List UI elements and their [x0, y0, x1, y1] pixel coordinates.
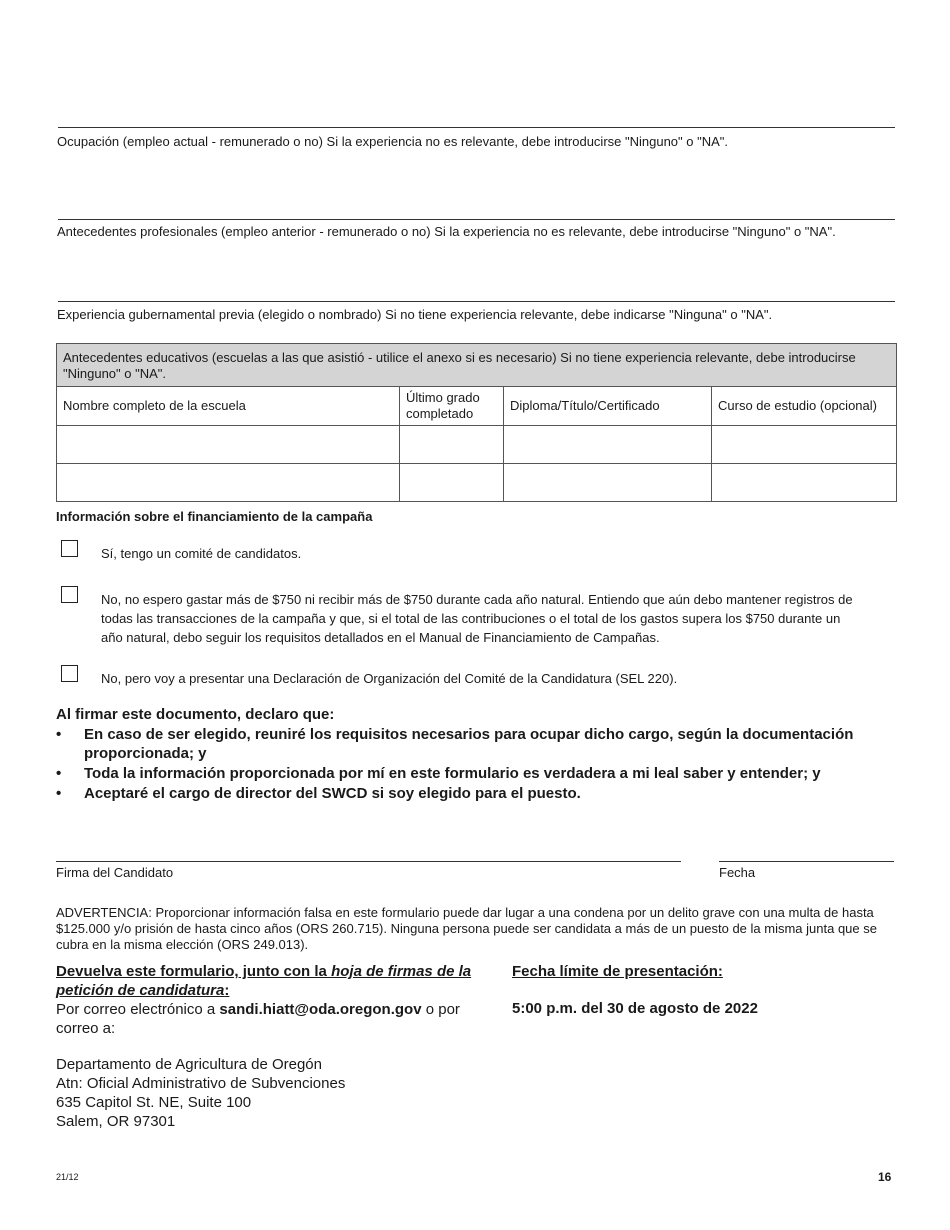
warning-text: ADVERTENCIA: Proporcionar información falsa en este formulario puede dar lugar a una condena por un delito grave con una multa de hasta $125.000 y/o prisión de hasta cinco años (ORS 260.715). Ninguna persona puede ser candidata a más de un puesto de la misma junta que se cubra en la misma elección (ORS 249.013).	[56, 905, 877, 952]
cell-school[interactable]	[57, 464, 400, 502]
government-label: Experiencia gubernamental previa (elegido o nombrado) Si no tiene experiencia relevante, debe indicarse "Ninguna" o "NA".	[57, 307, 773, 322]
form-code: 21/12	[56, 1172, 79, 1182]
cell-grade[interactable]	[400, 426, 504, 464]
bullet-icon: •	[56, 765, 62, 782]
cell-diploma[interactable]	[504, 464, 712, 502]
list-item: • En caso de ser elegido, reuniré los requisitos necesarios para ocupar dicho cargo, según la documentación proporcionada; y	[56, 726, 854, 762]
occupation-line[interactable]	[58, 127, 895, 128]
cell-course[interactable]	[712, 464, 897, 502]
date-line[interactable]	[719, 861, 894, 862]
table-row	[57, 464, 897, 502]
signature-line[interactable]	[56, 861, 681, 862]
col-diploma: Diploma/Título/Certificado	[504, 387, 712, 426]
option-committee: Sí, tengo un comité de candidatos.	[101, 546, 302, 561]
cell-diploma[interactable]	[504, 426, 712, 464]
bullet-icon: •	[56, 726, 62, 743]
declaration-title: Al firmar este documento, declaro que:	[56, 706, 335, 723]
checkbox-committee[interactable]	[61, 540, 78, 557]
checkbox-under-750[interactable]	[61, 586, 78, 603]
table-row	[57, 426, 897, 464]
return-email-line: Por correo electrónico a sandi.hiatt@oda.oregon.gov o por correo a:	[56, 1001, 460, 1037]
occupation-label: Ocupación (empleo actual - remunerado o no) Si la experiencia no es relevante, debe introducirse "Ninguno" o "NA".	[57, 134, 728, 149]
deadline-title: Fecha límite de presentación:	[512, 963, 723, 980]
page-number: 16	[878, 1170, 892, 1184]
col-school-name: Nombre completo de la escuela	[57, 387, 400, 426]
list-item: • Aceptaré el cargo de director del SWCD si soy elegido para el puesto.	[56, 785, 581, 802]
signature-label: Firma del Candidato	[56, 865, 174, 880]
professional-line[interactable]	[58, 219, 895, 220]
cell-grade[interactable]	[400, 464, 504, 502]
col-course: Curso de estudio (opcional)	[712, 387, 897, 426]
professional-label: Antecedentes profesionales (empleo anterior - remunerado o no) Si la experiencia no es relevante, debe introducirse "Ninguno" o "NA".	[57, 224, 836, 239]
col-last-grade: Último grado completado	[400, 387, 504, 426]
finance-title: Información sobre el financiamiento de la campaña	[56, 509, 373, 524]
cell-school[interactable]	[57, 426, 400, 464]
deadline-value: 5:00 p.m. del 30 de agosto de 2022	[512, 1000, 758, 1017]
education-table	[56, 343, 897, 502]
option-sel220: No, pero voy a presentar una Declaración de Organización del Comité de la Candidatura (SEL 220).	[101, 671, 678, 686]
list-item: • Toda la información proporcionada por mí en este formulario es verdadera a mi leal saber y entender; y	[56, 765, 821, 782]
declaration-list	[56, 725, 896, 804]
government-line[interactable]	[58, 301, 895, 302]
date-label: Fecha	[719, 865, 756, 880]
return-title: Devuelva este formulario, junto con la hoja de firmas de la petición de candidatura:	[56, 963, 472, 999]
checkbox-sel220[interactable]	[61, 665, 78, 682]
education-header: Antecedentes educativos (escuelas a las que asistió - utilice el anexo si es necesario) Si no tiene experiencia relevante, debe introducirse "Ninguno" o "NA".	[57, 344, 897, 387]
return-instructions	[56, 962, 476, 1038]
cell-course[interactable]	[712, 426, 897, 464]
mailing-address: Departamento de Agricultura de Oregón Atn: Oficial Administrativo de Subvenciones 635 Capitol St. NE, Suite 100 Salem, OR 97301	[56, 1056, 346, 1130]
bullet-icon: •	[56, 785, 62, 802]
option-under-750: No, no espero gastar más de $750 ni recibir más de $750 durante cada año natural. Entiendo que aún debo mantener registros de todas las transacciones de la campaña y que, si el total de las contribuciones o el total de los gastos supera los $750 durante un año natural, debo seguir los requisitos detallados en el Manual de Financiamiento de Campañas.	[101, 592, 853, 645]
email-link[interactable]: sandi.hiatt@oda.oregon.gov	[219, 1001, 422, 1018]
